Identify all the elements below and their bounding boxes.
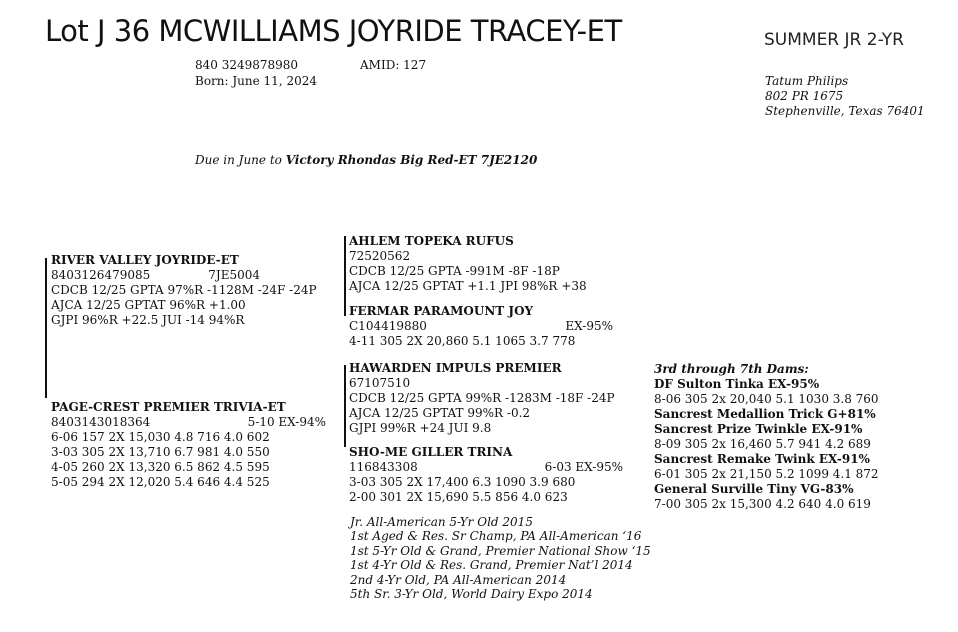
dams-dam-name: SHO-ME GILLER TRINA — [349, 445, 513, 459]
dams-dam-record: 2-00 301 2X 15,690 5.5 856 4.0 623 — [349, 490, 568, 504]
lot-title: Lot J 36 MCWILLIAMS JOYRIDE TRACEY-ET — [45, 14, 622, 48]
award-item: 5th Sr. 3-Yr Old, World Dairy Expo 2014 — [350, 587, 593, 602]
amid: AMID: 127 — [360, 58, 427, 72]
award-item: 1st 5-Yr Old & Grand, Premier National Show ‘15 — [350, 543, 651, 558]
dams-dam-record: 3-03 305 2X 17,400 6.3 1090 3.9 680 — [349, 475, 576, 489]
sire-block — [51, 253, 326, 328]
pedigree-line-sire-dam — [45, 258, 47, 398]
sire-reg: 8403126479085 — [51, 268, 151, 282]
dam-3-name: DF Sulton Tinka EX-95% — [654, 377, 820, 391]
consignor-address-1: 802 PR 1675 — [765, 89, 844, 103]
dams-sire-block — [349, 361, 615, 436]
dams-dam-block — [349, 445, 623, 505]
sire-name: RIVER VALLEY JOYRIDE-ET — [51, 253, 239, 267]
sires-sire-line: AJCA 12/25 GPTAT +1.1 JPI 98%R +38 — [349, 279, 587, 293]
sires-dam-reg-row — [349, 319, 613, 334]
dam-record: 3-03 305 2X 13,710 6.7 981 4.0 550 — [51, 445, 270, 459]
sires-sire-name: AHLEM TOPEKA RUFUS — [349, 234, 514, 248]
dams-3-7-heading: 3rd through 7th Dams: — [654, 362, 809, 376]
awards-list — [350, 515, 651, 601]
sires-sire-line: CDCB 12/25 GPTA -991M -8F -18P — [349, 264, 560, 278]
sires-dam-reg: C104419880 — [349, 319, 427, 333]
award-item: 1st Aged & Res. Sr Champ, PA All-American ‘16 — [350, 529, 642, 544]
sires-dam-record: 4-11 305 2X 20,860 5.1 1065 3.7 778 — [349, 334, 576, 348]
pedigree-line-dam-side — [344, 365, 346, 447]
consignor-address-2: Stephenville, Texas 76401 — [765, 104, 925, 118]
class-label: SUMMER JR 2-YR — [764, 30, 904, 50]
sire-line: CDCB 12/25 GPTA 97%R -1128M -24F -24P — [51, 283, 317, 297]
sire-line: GJPI 96%R +22.5 JUI -14 94%R — [51, 313, 245, 327]
dams-sire-line: GJPI 99%R +24 JUI 9.8 — [349, 421, 492, 435]
dams-dam-reg: 116843308 — [349, 460, 418, 474]
pedigree-line-sire-side — [344, 236, 346, 316]
due-line — [195, 153, 537, 168]
dam-7-record: 7-00 305 2x 15,300 4.2 640 4.0 619 — [654, 497, 871, 511]
award-item: 2nd 4-Yr Old, PA All-American 2014 — [350, 572, 567, 587]
dams-sire-name: HAWARDEN IMPULS PREMIER — [349, 361, 562, 375]
sires-dam-name: FERMAR PARAMOUNT JOY — [349, 304, 534, 318]
dam-5-name: Sancrest Prize Twinkle EX-91% — [654, 422, 863, 436]
birth-date: Born: June 11, 2024 — [195, 74, 317, 88]
dam-record: 5-05 294 2X 12,020 5.4 646 4.4 525 — [51, 475, 270, 489]
consignor-name: Tatum Philips — [765, 74, 849, 88]
consignor-block — [765, 74, 925, 119]
registration-number: 840 3249878980 — [195, 58, 299, 72]
dam-6-name: Sancrest Remake Twink EX-91% — [654, 452, 870, 466]
dam-3-record: 8-06 305 2x 20,040 5.1 1030 3.8 760 — [654, 392, 879, 406]
dam-reg-row — [51, 415, 326, 430]
dam-4-name: Sancrest Medallion Trick G+81% — [654, 407, 876, 421]
award-item: Jr. All-American 5-Yr Old 2015 — [350, 515, 533, 529]
sires-dam-score: EX-95% — [565, 319, 613, 333]
dam-score: 5-10 EX-94% — [247, 415, 326, 429]
sire-code: 7JE5004 — [208, 268, 261, 282]
dam-record: 4-05 260 2X 13,320 6.5 862 4.5 595 — [51, 460, 270, 474]
sires-dam-block — [349, 304, 613, 349]
dam-block — [51, 400, 326, 490]
dams-sire-line: CDCB 12/25 GPTA 99%R -1283M -18F -24P — [349, 391, 615, 405]
dams-sire-reg: 67107510 — [349, 376, 411, 390]
dams-dam-score: 6-03 EX-95% — [544, 460, 623, 474]
sire-line: AJCA 12/25 GPTAT 96%R +1.00 — [51, 298, 246, 312]
award-item: 1st 4-Yr Old & Res. Grand, Premier Nat’l 2014 — [350, 558, 633, 573]
dam-name: PAGE-CREST PREMIER TRIVIA-ET — [51, 400, 286, 414]
sires-sire-block — [349, 234, 587, 294]
dams-sire-line: AJCA 12/25 GPTAT 99%R -0.2 — [349, 406, 531, 420]
dam-reg: 8403143018364 — [51, 415, 151, 429]
due-service-sire: Victory Rhondas Big Red-ET 7JE2120 — [285, 153, 538, 167]
dam-7-name: General Surville Tiny VG-83% — [654, 482, 854, 496]
dam-6-record: 6-01 305 2x 21,150 5.2 1099 4.1 872 — [654, 467, 879, 481]
dam-record: 6-06 157 2X 15,030 4.8 716 4.0 602 — [51, 430, 270, 444]
dams-3-7-block — [654, 362, 879, 512]
dams-dam-reg-row — [349, 460, 623, 475]
due-prefix: Due in June to — [195, 153, 286, 167]
sires-sire-reg: 72520562 — [349, 249, 411, 263]
sire-reg-row — [51, 268, 326, 283]
dam-5-record: 8-09 305 2x 16,460 5.7 941 4.2 689 — [654, 437, 871, 451]
